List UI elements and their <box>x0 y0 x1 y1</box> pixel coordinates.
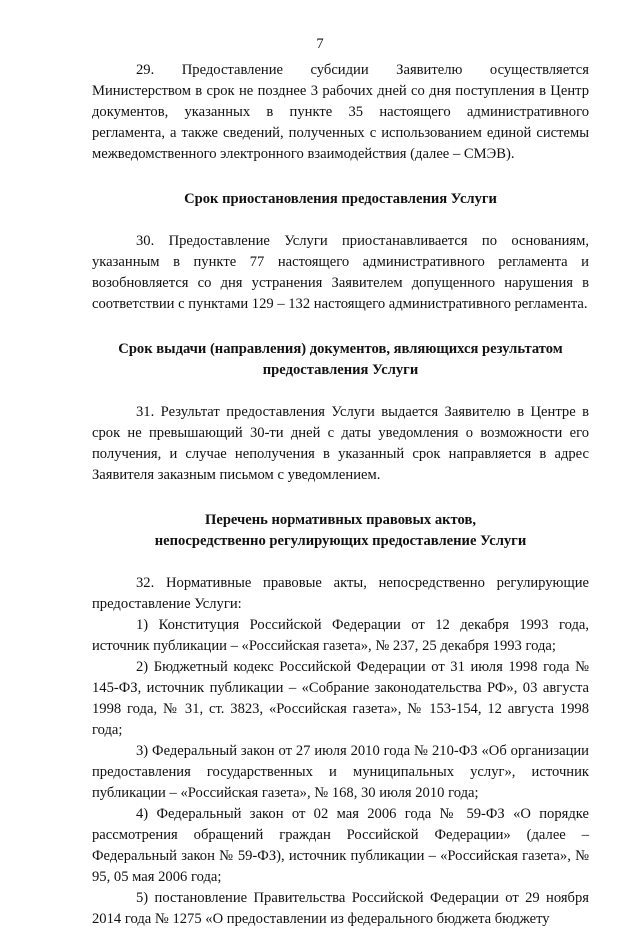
list-item: 2) Бюджетный кодекс Российской Федерации от 31 июля 1998 года № 145-ФЗ, источник публикации – «Собрание законодательства РФ», 03 августа 1998 года, № 31, ст. 3823, «Российская газета», № 153-154, 12 августа 1998 года; <box>92 659 589 738</box>
paragraph-29: 29. Предоставление субсидии Заявителю осуществляется Министерством в срок не позднее 3 рабочих дней со дня поступления в Центр документов, указанных в пункте 35 настоящего административного регламента, а также сведений, полученных с использованием единой системы межведомственного электронного взаимодействия (далее – СМЭВ). <box>92 62 589 162</box>
page-number: 7 <box>316 36 324 52</box>
heading-suspension-text: Срок приостановления предоставления Услуги <box>184 191 497 207</box>
paragraph-30: 30. Предоставление Услуги приостанавливается по основаниям, указанным в пункте 77 настоящего административного регламента и возобновляется со дня устранения Заявителем допущенного нарушения в соответствии с пунктами 129 – 132 настоящего административного регламента. <box>92 233 589 312</box>
heading-issue-line-2: предоставления Услуги <box>262 362 419 378</box>
heading-issue-line-1: Срок выдачи (направления) документов, являющихся результатом <box>118 341 563 357</box>
heading-acts-line-2: непосредственно регулирующих предоставление Услуги <box>154 533 527 549</box>
document-body <box>92 60 589 930</box>
list-item: 5) постановление Правительства Российской Федерации от 29 ноября 2014 года № 1275 «О предоставлении из федерального бюджета бюджету <box>92 890 589 927</box>
heading-acts-line-1: Перечень нормативных правовых актов, <box>204 512 476 528</box>
paragraph-32: 32. Нормативные правовые акты, непосредственно регулирующие предоставление Услуги: <box>92 575 589 612</box>
paragraph-31: 31. Результат предоставления Услуги выдается Заявителю в Центре в срок не превышающий 30-ти дней с даты уведомления о возможности его получения, и случае неполучения в указанный срок направляется в адрес Заявителя заказным письмом с уведомлением. <box>92 404 589 483</box>
list-item: 3) Федеральный закон от 27 июля 2010 года № 210-ФЗ «Об организации предоставления государственных и муниципальных услуг», источник публикации – «Российская газета», № 168, 30 июля 2010 года; <box>92 743 589 801</box>
list-item: 1) Конституция Российской Федерации от 12 декабря 1993 года, источник публикации – «Российская газета», № 237, 25 декабря 1993 года; <box>92 617 589 654</box>
heading-legal-acts <box>92 510 589 552</box>
list-item: 4) Федеральный закон от 02 мая 2006 года № 59-ФЗ «О порядке рассмотрения обращений граждан Российской Федерации» (далее – Федеральный закон № 59-ФЗ), источник публикации – «Российская газета», № 95, 05 мая 2006 года; <box>92 806 589 885</box>
heading-suspension-term <box>92 189 589 210</box>
heading-issue-term <box>92 339 589 381</box>
